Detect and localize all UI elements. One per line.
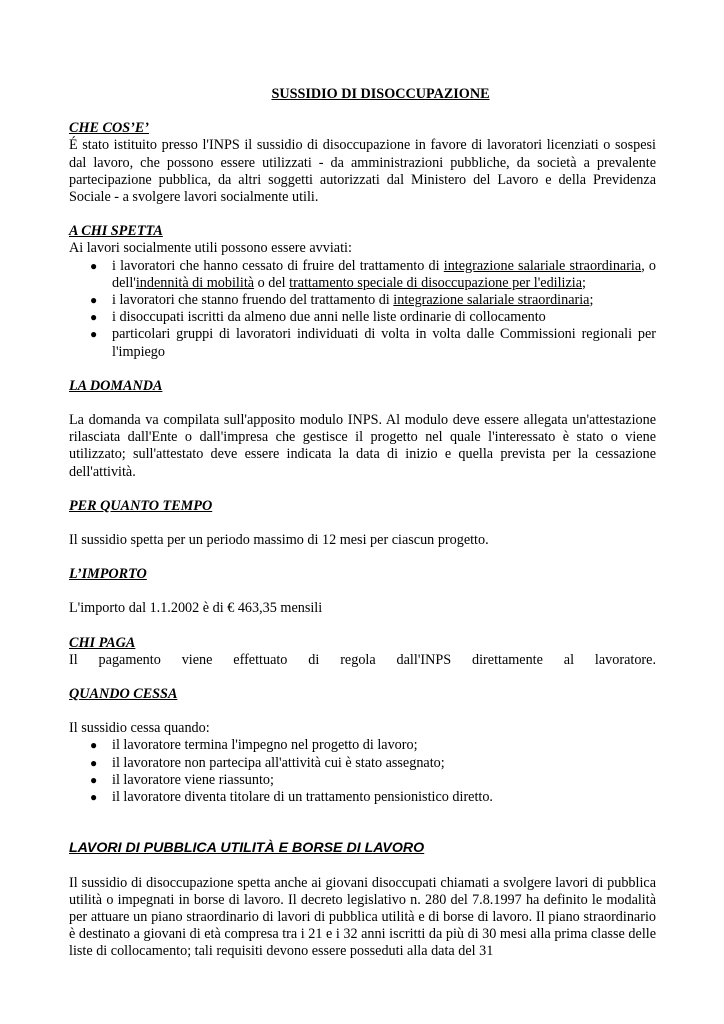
list-item-text: ; <box>589 292 594 309</box>
bullet-icon: ● <box>90 327 98 342</box>
bullet-icon: ● <box>90 293 98 308</box>
bullet-icon: ● <box>90 790 98 805</box>
bullet-icon: ● <box>90 738 98 753</box>
list-item-text: ; <box>582 274 586 291</box>
section-heading-chi-paga: CHI PAGA <box>69 634 136 651</box>
list-item <box>90 309 656 326</box>
list-item-text: i lavoratori che stanno fruendo del trattamento di <box>112 292 394 309</box>
underlined-term: integrazione salariale straordinaria <box>393 292 590 309</box>
list-item <box>90 257 657 292</box>
section-heading-lavori-pubblica-utilita: LAVORI DI PUBBLICA UTILITÀ E BORSE DI LAVORO <box>69 840 425 857</box>
termination-list <box>69 737 656 806</box>
underlined-term: integrazione salariale straordinaria <box>443 257 642 274</box>
list-item-text: il lavoratore termina l'impegno nel progetto di lavoro; <box>112 737 418 754</box>
list-item <box>90 754 656 772</box>
list-item-text: il lavoratore diventa titolare di un trattamento pensionistico diretto. <box>112 789 493 806</box>
eligibility-list <box>69 258 656 361</box>
list-item-text: i disoccupati iscritti da almeno due anni nelle liste ordinarie di collocamento <box>112 309 546 326</box>
section-intro-a-chi-spetta: Ai lavori socialmente utili possono essere avviati: <box>69 240 352 257</box>
document-body <box>69 86 656 961</box>
section-body-importo: L'importo dal 1.1.2002 è di € 463,35 mensili <box>69 600 323 617</box>
list-item <box>90 292 656 309</box>
document-title: SUSSIDIO DI DISOCCUPAZIONE <box>271 86 490 102</box>
section-body-lavori-pubblica-utilita: Il sussidio di disoccupazione spetta anche ai giovani disoccupati chiamati a svolgere lavori di pubblica utilità o impegnati in borse di lavoro. Il decreto legislativo n. 280 del 7.8.1997 ha definito le modalità per attuare un piano straordinario di lavori di pubblica utilità e di borse di lavoro. Il piano straordinario è destinato a giovani di età compresa tra i 21 e i 32 anni iscritti da più di 30 mesi alla prima classe delle liste di collocamento; tali requisiti devono essere posseduti alla data del 31 <box>69 874 656 960</box>
section-body-chi-paga: Il pagamento viene effettuato di regola dall'INPS direttamente al lavoratore. <box>69 651 656 668</box>
list-item-text: o del <box>254 274 290 291</box>
section-heading-per-quanto-tempo: PER QUANTO TEMPO <box>69 497 213 514</box>
list-item-text: il lavoratore viene riassunto; <box>112 771 274 788</box>
section-body-la-domanda: La domanda va compilata sull'apposito modulo INPS. Al modulo deve essere allegata un'attestazione rilasciata dall'Ente o dall'impresa che gestisce il progetto nel quale l'interessato è stato o viene utilizzato; sull'attestato deve essere indicata la data di inizio e quella prevista per la cessazione dell'attività. <box>69 412 656 480</box>
list-item <box>90 789 656 806</box>
section-intro-quando-cessa: Il sussidio cessa quando: <box>69 720 210 737</box>
list-item-text: , o dell' <box>112 257 657 291</box>
list-item-text: il lavoratore non partecipa all'attività cui è stato assegnato; <box>112 754 445 771</box>
list-item <box>90 326 656 360</box>
list-item-text: particolari gruppi di lavoratori individuati di volta in volta dalle Commissioni regionali per l'impiego <box>112 326 656 360</box>
bullet-icon: ● <box>90 755 98 770</box>
underlined-term: indennità di mobilità <box>135 274 255 291</box>
section-body-che-cose: É stato istituito presso l'INPS il sussidio di disoccupazione in favore di lavoratori licenziati o sospesi dal lavoro, che possono essere utilizzati - da amministrazioni pubbliche, da società a prevalente partecipazione pubblica, da altri soggetti autorizzati dal Ministero del Lavoro e della Previdenza Sociale - a svolgere lavori socialmente utili. <box>69 137 656 206</box>
bullet-icon: ● <box>90 258 98 273</box>
list-item <box>90 737 656 754</box>
section-heading-quando-cessa: QUANDO CESSA <box>69 686 178 703</box>
bullet-icon: ● <box>90 772 98 787</box>
underlined-term: trattamento speciale di disoccupazione per l'edilizia <box>289 274 583 291</box>
section-heading-che-cose: CHE COS’E’ <box>69 120 150 137</box>
list-item-text: i lavoratori che hanno cessato di fruire del trattamento di <box>112 257 444 274</box>
section-heading-importo: L’IMPORTO <box>69 566 147 583</box>
section-heading-la-domanda: LA DOMANDA <box>69 377 163 394</box>
section-body-per-quanto-tempo: Il sussidio spetta per un periodo massimo di 12 mesi per ciascun progetto. <box>69 532 489 549</box>
bullet-icon: ● <box>90 310 98 325</box>
section-heading-a-chi-spetta: A CHI SPETTA <box>69 223 163 240</box>
list-item <box>90 771 656 789</box>
